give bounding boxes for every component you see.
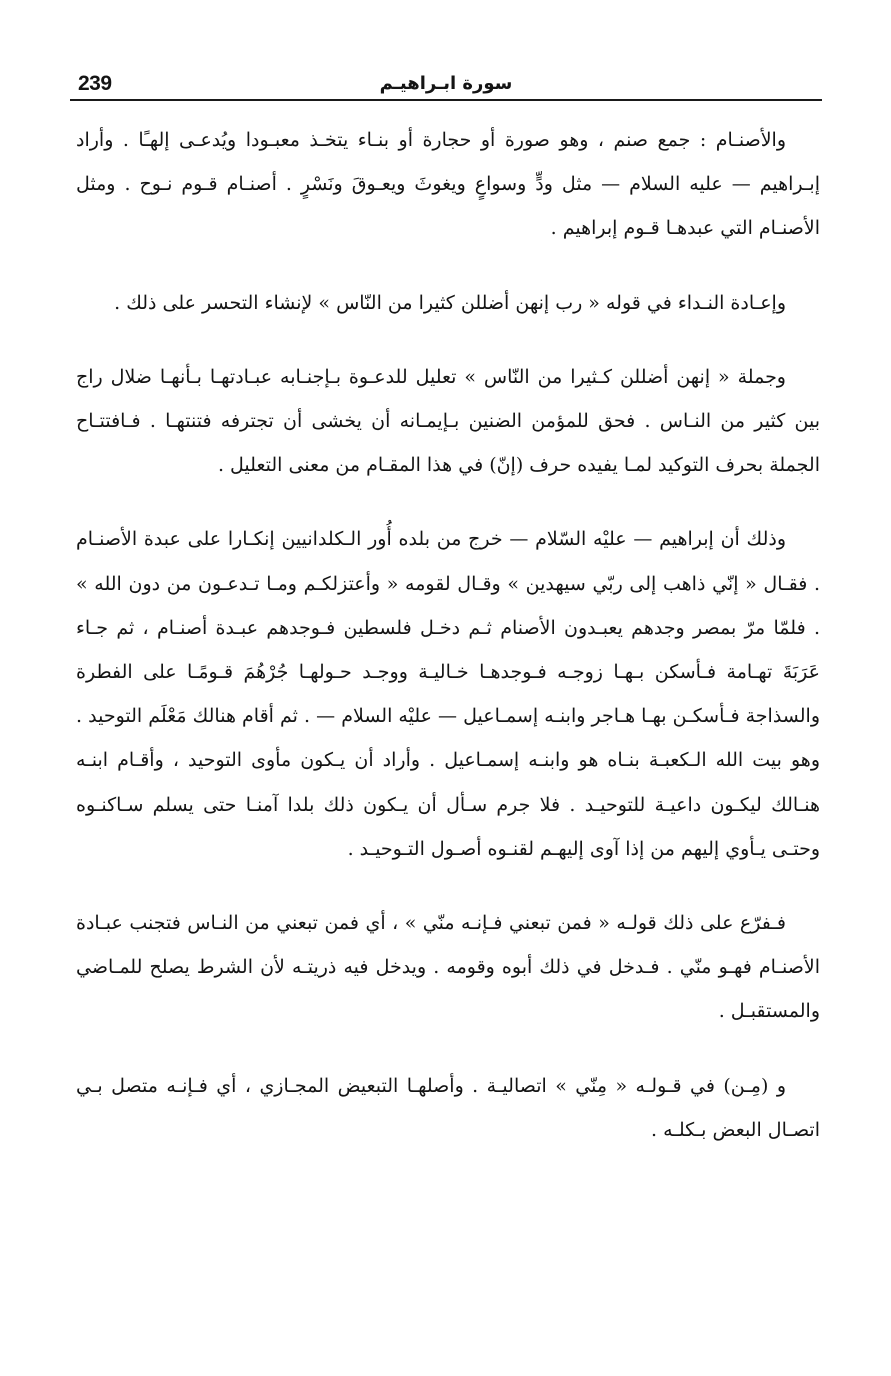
paragraph-repeated-call: وإعـادة النـداء في قوله « رب إنهن أضللن كثيرا من النّاس » لإنشاء التحسر على ذلك .	[114, 291, 786, 314]
paragraph-whoever-follows: فـفرّع على ذلك قولـه « فمن تبعني فـإنـه منّي » ، أي فمن تبعني من النـاس فتجنب عبـادة الأصنـام فهـو منّي . فـدخل في ذلك أبوه وقومه . ويدخل فيه ذريتـه لأن الشرط يصلح للمـاضي والمستقبـل .	[76, 912, 820, 1023]
paragraph-reason-clause: وجملة « إنهن أضللن كـثيرا من النّاس » تعليل للدعـوة بـإجنـابه عبـادتهـا بـأنهـا ضلال راج بين كثير من النـاس . فحق للمؤمن الضنين بـإيمـانه أن يخشى أن تجترفه فتنتهـا . فـافتتـاح الجملة بحرف التوكيد لمـا يفيده حرف (إنّ) في هذا المقـام من معنى التعليل .	[76, 365, 820, 477]
header-rule	[70, 99, 822, 101]
body-text	[76, 118, 820, 1152]
paragraph-idols-definition: والأصنـام : جمع صنم ، وهو صورة أو حجارة أو بنـاء يتخـذ معبـودا ويُدعـى إلهـًا . وأراد إبـراهيم — عليه السلام — مثل ودٍّ وسواعٍ ويغوثَ ويعـوقَ ونَسْرٍ . أصنـام قـوم نـوح . ومثل الأصنـام التي عبدهـا قـوم إبراهيم .	[76, 129, 820, 240]
page-header	[70, 62, 822, 102]
paragraph-min-meaning: و (مِـن) في قـولـه « مِنّي » اتصاليـة . وأصلهـا التبعيض المجـازي ، أي فـإنـه متصل بـي اتصـال البعض بـكلـه .	[76, 1074, 820, 1141]
page-number: 239	[78, 72, 112, 95]
paragraph-ibrahim-story: وذلك أن إبراهيم — عليْه السّلام — خرج من بلده أُور الـكلدانيين إنكـارا على عبدة الأصنـام . فقـال « إنّي ذاهب إلى ربّي سيهدين » وقـال لقومه « وأعتزلكـم ومـا تـدعـون من دون الله » . فلمّا مرّ بمصر وجدهم يعبـدون الأصنام ثـم دخـل فلسطين فـوجدهم عبـدة أصنـام ، ثم جـاء عَرَبَةَ تهـامة فـأسكن بـهـا زوجـه فـوجدهـا خـاليـة ووجـد حـولهـا جُرْهُمَ قـومًـا على الفطرة والسذاجة فـأسكـن بهـا هـاجر وابنـه إسمـاعيل — عليْه السلام — . ثم أقام هنالك مَعْلَم التوحيد . وهو بيت الله الـكعبـة بنـاه هو وابنـه إسمـاعيل . وأراد أن يـكون مأوى التوحيد ، وأقـام ابنـه هنـالك ليكـون داعيـة للتوحيـد . فلا جرم سـأل أن يـكون ذلك بلدا آمنـا حتى يسلم سـاكنـوه وحتـى يـأوي إليهم من إذا آوى إليهـم لقنـوه أصـول التـوحيـد .	[76, 528, 820, 860]
running-title: سورة ابـراهيـم	[379, 73, 513, 94]
